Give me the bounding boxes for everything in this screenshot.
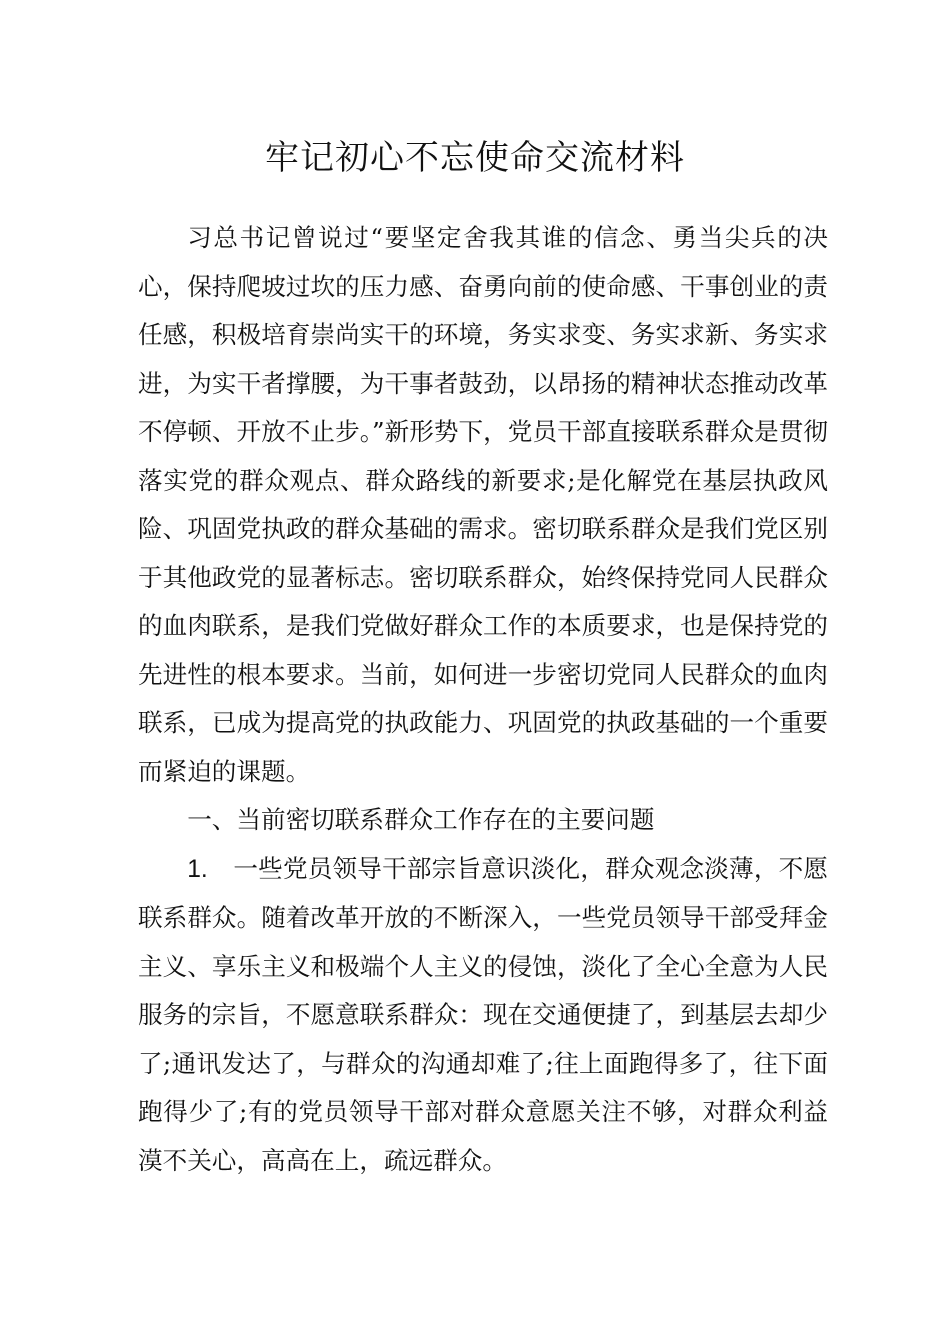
document-body [138,214,828,1185]
document-title: 牢记初心不忘使命交流材料 [265,138,685,178]
list-item-text: 一些党员领导干部宗旨意识淡化，群众观念淡薄，不愿联系群众。随着改革开放的不断深入，一些党员领导干部受拜金主义、享乐主义和极端个人主义的侵蚀，淡化了全心全意为人民服务的宗旨，不愿意联系群众：现在交通便捷了，到基层去却少了;通讯发达了，与群众的沟通却难了;往上面跑得多了，往下面跑得少了;有的党员领导干部对群众意愿关注不够，对群众利益漠不关心，高高在上，疏远群众。 [138,853,828,1175]
list-item-number: 1. [187,855,208,883]
intro-paragraph: 习总书记曾说过“要坚定舍我其谁的信念、勇当尖兵的决心，保持爬坡过坎的压力感、奋勇向前的使命感、干事创业的责任感，积极培育崇尚实干的环境，务实求变、务实求新、务实求进，为实干者撑腰，为干事者鼓劲，以昂扬的精神状态推动改革不停顿、开放不止步。”新形势下，党员干部直接联系群众是贯彻落实党的群众观点、群众路线的新要求;是化解党在基层执政风险、巩固党执政的群众基础的需求。密切联系群众是我们党区别于其他政党的显著标志。密切联系群众，始终保持党同人民群众的血肉联系，是我们党做好群众工作的本质要求，也是保持党的先进性的根本要求。当前，如何进一步密切党同人民群众的血肉联系，已成为提高党的执政能力、巩固党的执政基础的一个重要而紧迫的课题。 [138,223,828,786]
section-heading: 一、当前密切联系群众工作存在的主要问题 [187,805,655,834]
list-item [138,845,828,1186]
